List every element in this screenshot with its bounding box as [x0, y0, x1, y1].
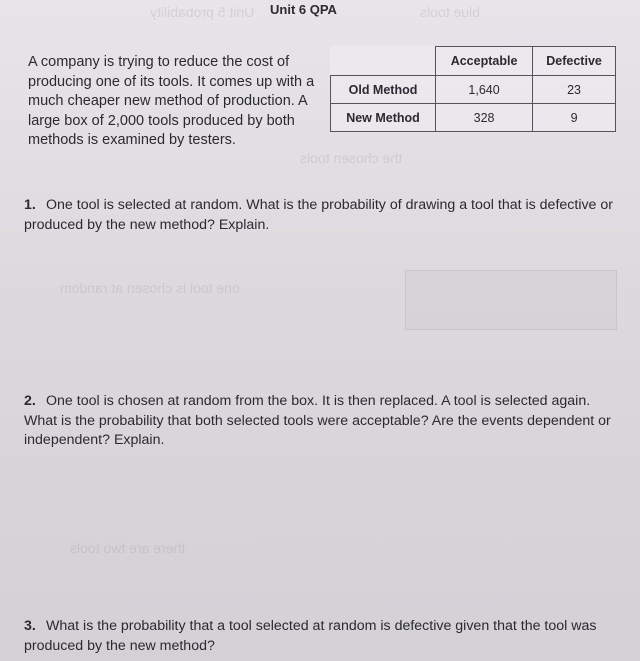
bleed-through-text: the chosen tools [300, 150, 402, 166]
question-number: 2. [24, 393, 36, 409]
bleed-through-text: one tool is chosen at random [60, 280, 240, 296]
cell-new-defective: 9 [533, 104, 616, 132]
cell-old-acceptable: 1,640 [436, 76, 533, 104]
page-title: Unit 6 QPA [270, 2, 337, 17]
table-row [331, 104, 616, 132]
column-header-acceptable: Acceptable [436, 47, 533, 76]
column-header-defective: Defective [533, 47, 616, 76]
bleed-through-text: Unit 5 probability [150, 4, 255, 20]
row-label-new-method: New Method [331, 104, 436, 132]
question-text: One tool is selected at random. What is the probability of drawing a tool that is defective or produced by the new method? Explain. [24, 197, 614, 233]
question-number: 3. [24, 618, 36, 634]
cell-old-defective: 23 [533, 76, 616, 104]
question-3 [24, 617, 614, 656]
table-corner-cell [331, 47, 436, 76]
question-1 [24, 196, 614, 235]
question-text: What is the probability that a tool selected at random is defective given that the tool was produced by the new method? [24, 618, 597, 654]
bleed-through-text: there are two tools [70, 540, 186, 556]
row-label-old-method: Old Method [331, 76, 436, 104]
bleed-through-text: blue tools [420, 4, 480, 20]
question-number: 1. [24, 197, 36, 213]
question-text: One tool is chosen at random from the box. It is then replaced. A tool is selected again. What is the probability that both selected tools were acceptable? Are the events dependent or independent? Explain. [24, 393, 611, 448]
bleed-through-table [405, 270, 617, 330]
tools-table [330, 46, 616, 132]
table-row [331, 76, 616, 104]
question-2 [24, 392, 614, 451]
intro-paragraph: A company is trying to reduce the cost of producing one of its tools. It comes up with a much cheaper new method of production. A large box of 2,000 tools produced by both methods is examined by testers. [28, 54, 315, 148]
cell-new-acceptable: 328 [436, 104, 533, 132]
table-header-row [331, 47, 616, 76]
